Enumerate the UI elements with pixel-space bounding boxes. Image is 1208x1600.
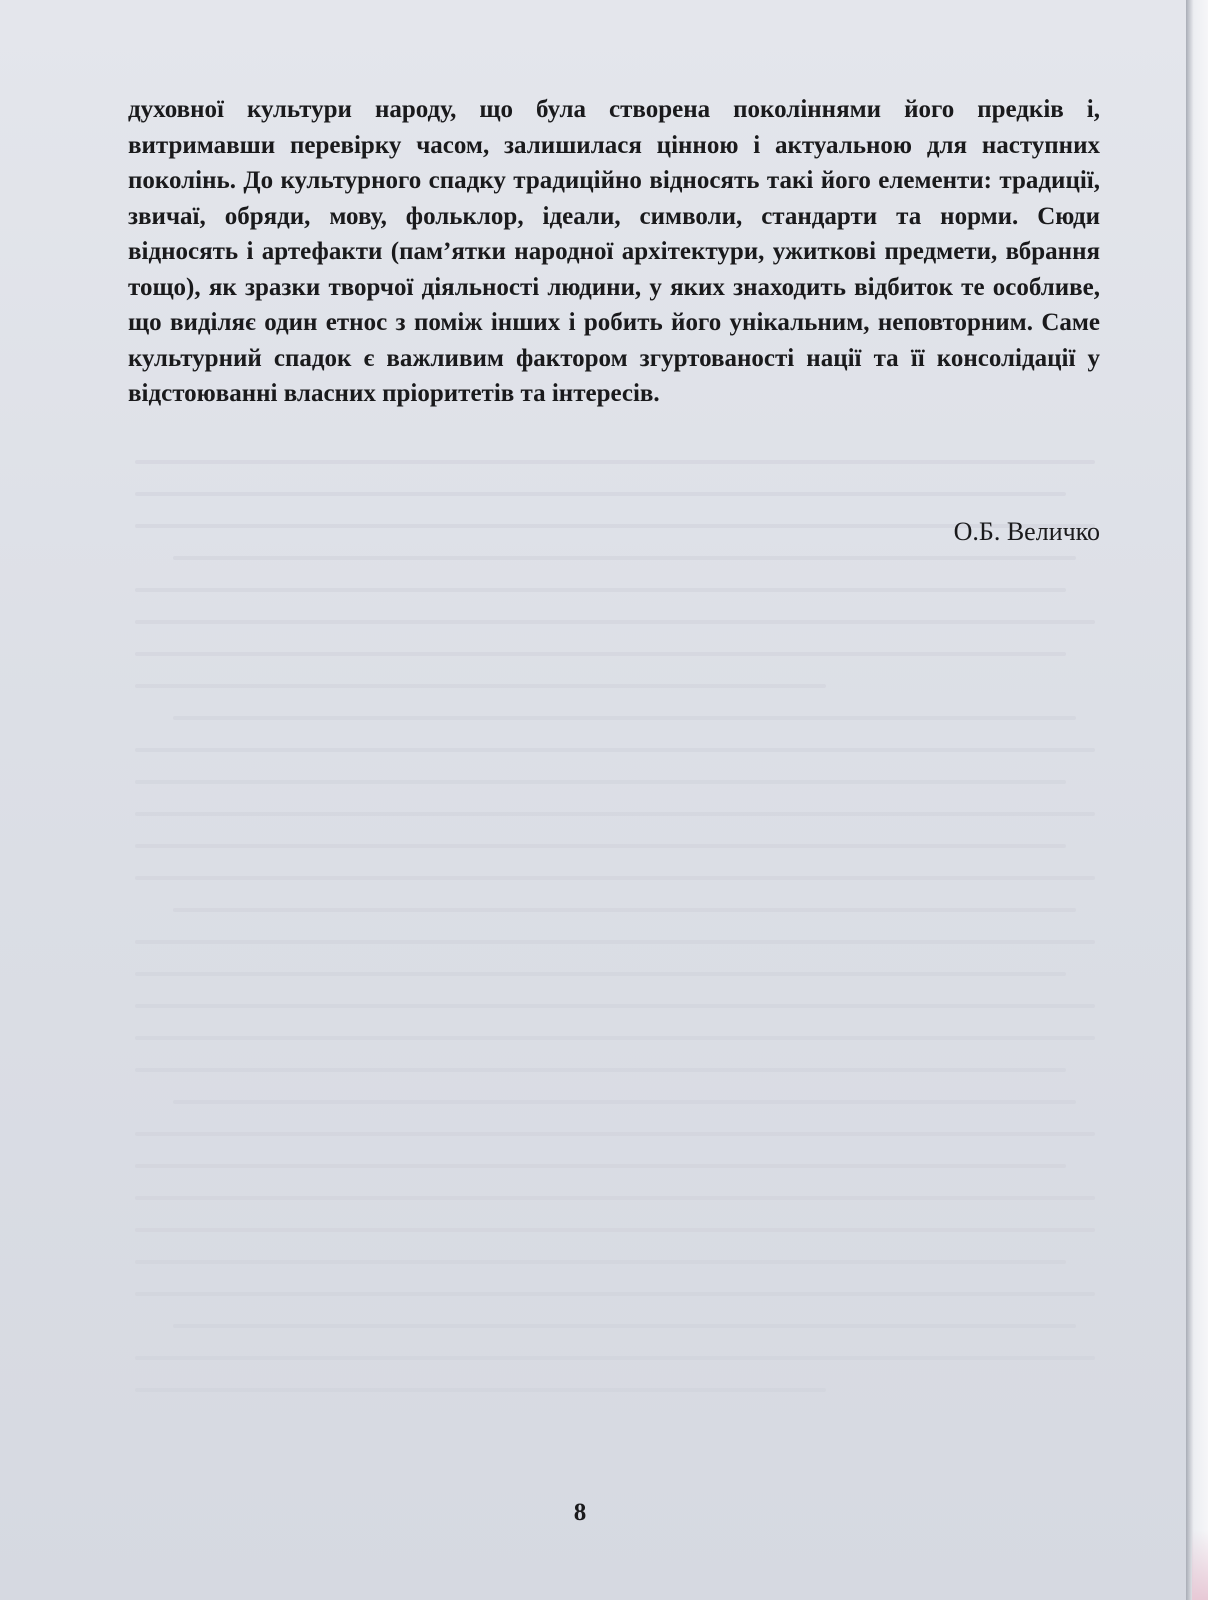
author-signature: О.Б. Величко (953, 517, 1100, 546)
page-edge (1186, 0, 1208, 1600)
body-paragraph: духовної культури народу, що була створена поколіннями його предків і, витримавши перевірку часом, залишилася цінною і актуальною для наступних поколінь. До культурного спадку традиційно відносять такі його елементи: традиції, звичаї, обряди, мову, фольклор, ідеали, символи, стандарти та норми. Сюди відносять і артефакти (пам’ятки народної архітектури, ужиткові предмети, вбрання тощо), як зразки творчої діяльності людини, у яких знаходить відбиток те особливе, що виділяє один етнос з поміж інших і робить його унікальним, неповторним. Саме культурний спадок є важливим фактором згуртованості нації та її консолідації у відстоюванні власних пріоритетів та інтересів. (128, 96, 1100, 407)
bleed-through-text (135, 460, 1095, 1460)
page-number: 8 (573, 1499, 587, 1526)
